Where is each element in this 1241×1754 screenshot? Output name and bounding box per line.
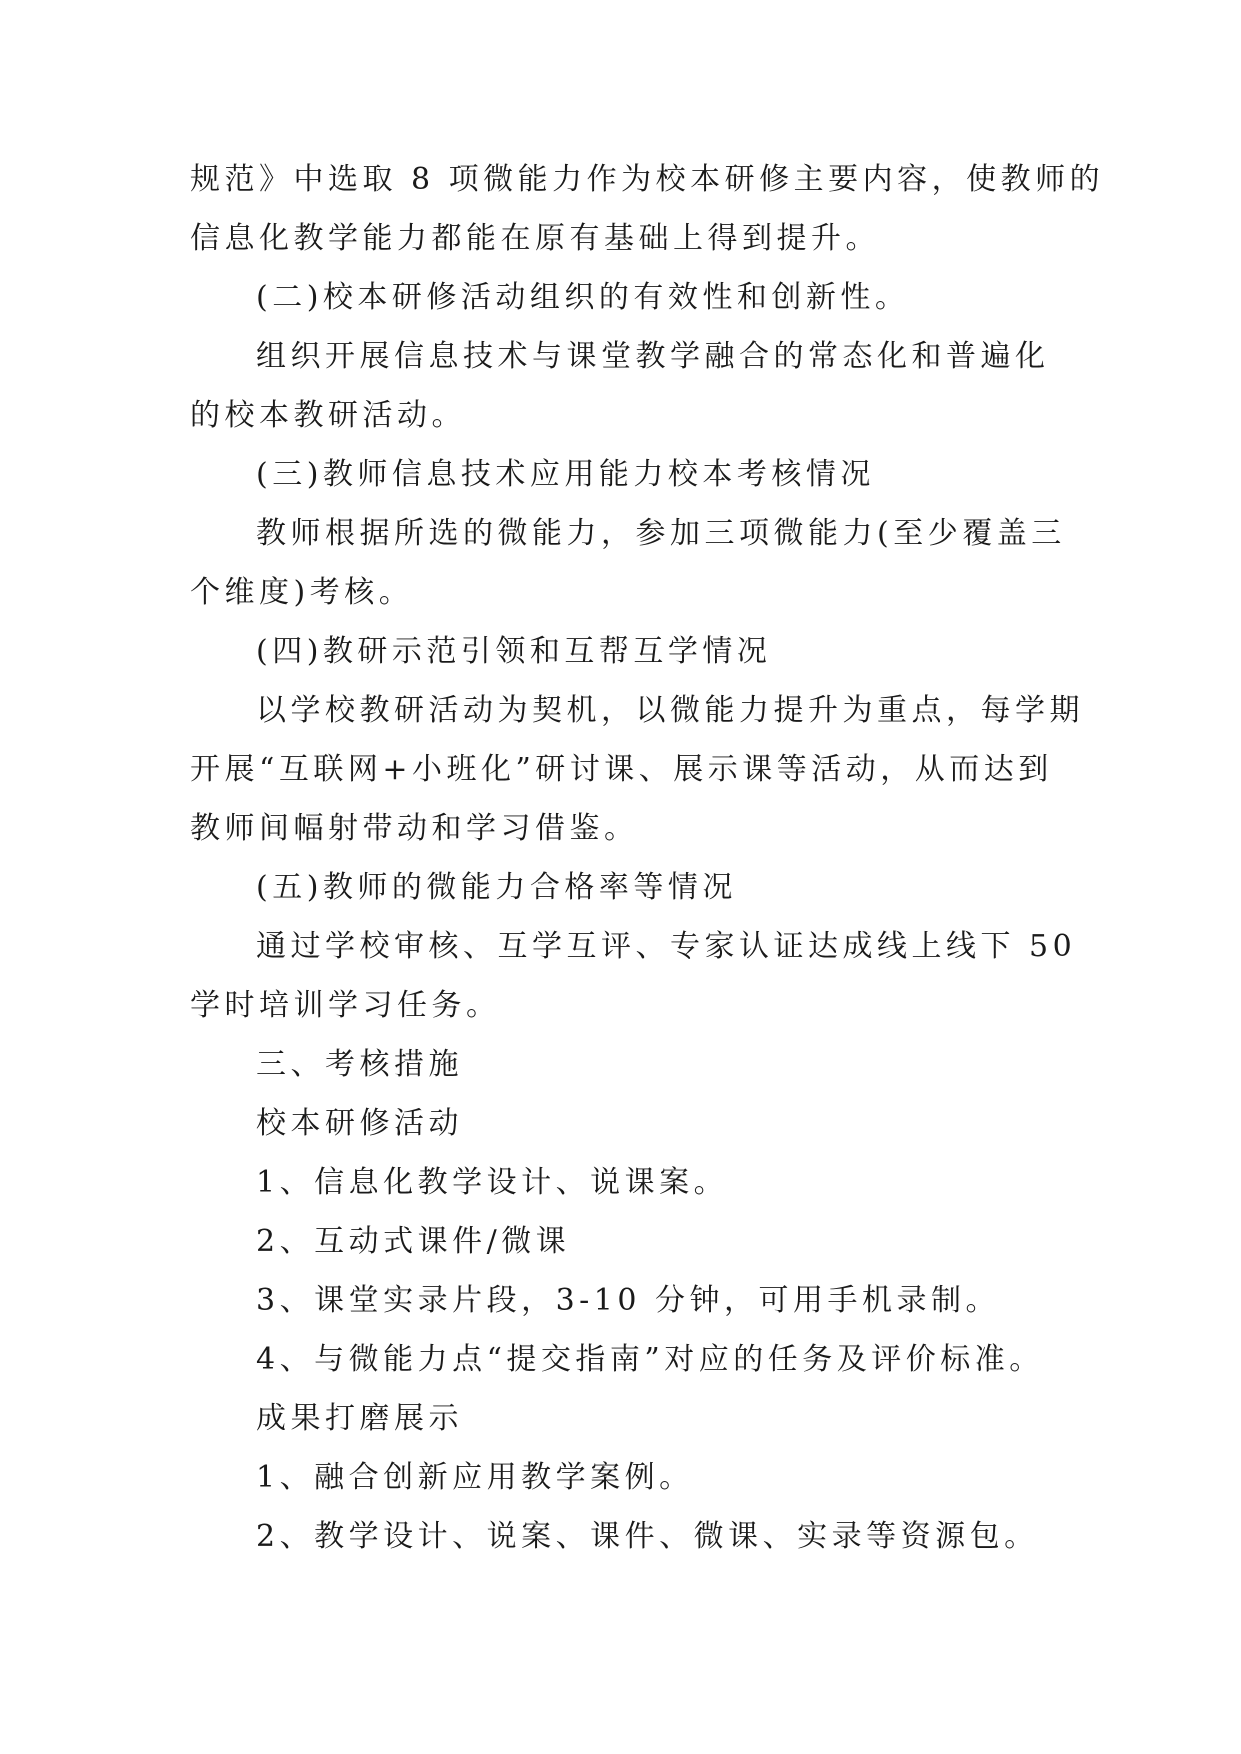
text-line: 2、互动式课件/微课 bbox=[256, 1224, 571, 1259]
text-line: 个维度)考核。 bbox=[190, 575, 414, 610]
section-heading-3 bbox=[190, 445, 1060, 504]
text-line: (四)教研示范引领和互帮互学情况 bbox=[256, 634, 772, 669]
text-line: 的校本教研活动。 bbox=[190, 398, 466, 433]
text-line: 学时培训学习任务。 bbox=[190, 988, 501, 1023]
text-line: 开展“互联网+小班化”研讨课、展示课等活动，从而达到 bbox=[190, 752, 1053, 787]
text-line: 规范》中选取 8 项微能力作为校本研修主要内容，使教师的 bbox=[190, 162, 1105, 197]
text-line: 校本研修活动 bbox=[256, 1106, 463, 1141]
paragraph-section-4-body bbox=[190, 681, 1084, 858]
subheading-results-showcase bbox=[190, 1389, 1060, 1448]
list-item bbox=[190, 1448, 1060, 1507]
list-item bbox=[190, 1330, 1060, 1389]
text-line: 1、融合创新应用教学案例。 bbox=[256, 1460, 694, 1495]
text-line: (三)教师信息技术应用能力校本考核情况 bbox=[256, 457, 875, 492]
section-heading-4 bbox=[190, 622, 1060, 681]
list-item bbox=[190, 1153, 1060, 1212]
text-line: 2、教学设计、说案、课件、微课、实录等资源包。 bbox=[256, 1519, 1039, 1554]
list-item bbox=[190, 1212, 1060, 1271]
document-page bbox=[190, 150, 1105, 1566]
subheading-research-activities bbox=[190, 1094, 1060, 1153]
section-heading-5 bbox=[190, 858, 1060, 917]
text-line: 以学校教研活动为契机，以微能力提升为重点，每学期 bbox=[256, 693, 1084, 728]
text-line: 1、信息化教学设计、说课案。 bbox=[256, 1165, 729, 1200]
section-heading-2 bbox=[190, 268, 1060, 327]
text-line: (二)校本研修活动组织的有效性和创新性。 bbox=[256, 280, 910, 315]
paragraph-intro-continuation bbox=[190, 150, 1105, 268]
text-line: (五)教师的微能力合格率等情况 bbox=[256, 870, 737, 905]
paragraph-section-2-body bbox=[190, 327, 1060, 445]
chapter-heading-assessment bbox=[190, 1035, 1060, 1094]
list-item bbox=[190, 1271, 1060, 1330]
text-line: 三、考核措施 bbox=[256, 1047, 463, 1082]
text-line: 3、课堂实录片段，3-10 分钟，可用手机录制。 bbox=[256, 1283, 1001, 1318]
text-line: 组织开展信息技术与课堂教学融合的常态化和普遍化 bbox=[256, 339, 1050, 374]
paragraph-section-5-body bbox=[190, 917, 1077, 1035]
paragraph-section-3-body bbox=[190, 504, 1066, 622]
text-line: 教师根据所选的微能力，参加三项微能力(至少覆盖三 bbox=[256, 516, 1066, 551]
text-line: 成果打磨展示 bbox=[256, 1401, 463, 1436]
list-item bbox=[190, 1507, 1060, 1566]
text-line: 通过学校审核、互学互评、专家认证达成线上线下 50 bbox=[256, 929, 1077, 964]
text-line: 信息化教学能力都能在原有基础上得到提升。 bbox=[190, 221, 880, 256]
text-line: 4、与微能力点“提交指南”对应的任务及评价标准。 bbox=[256, 1342, 1044, 1377]
text-line: 教师间幅射带动和学习借鉴。 bbox=[190, 811, 639, 846]
